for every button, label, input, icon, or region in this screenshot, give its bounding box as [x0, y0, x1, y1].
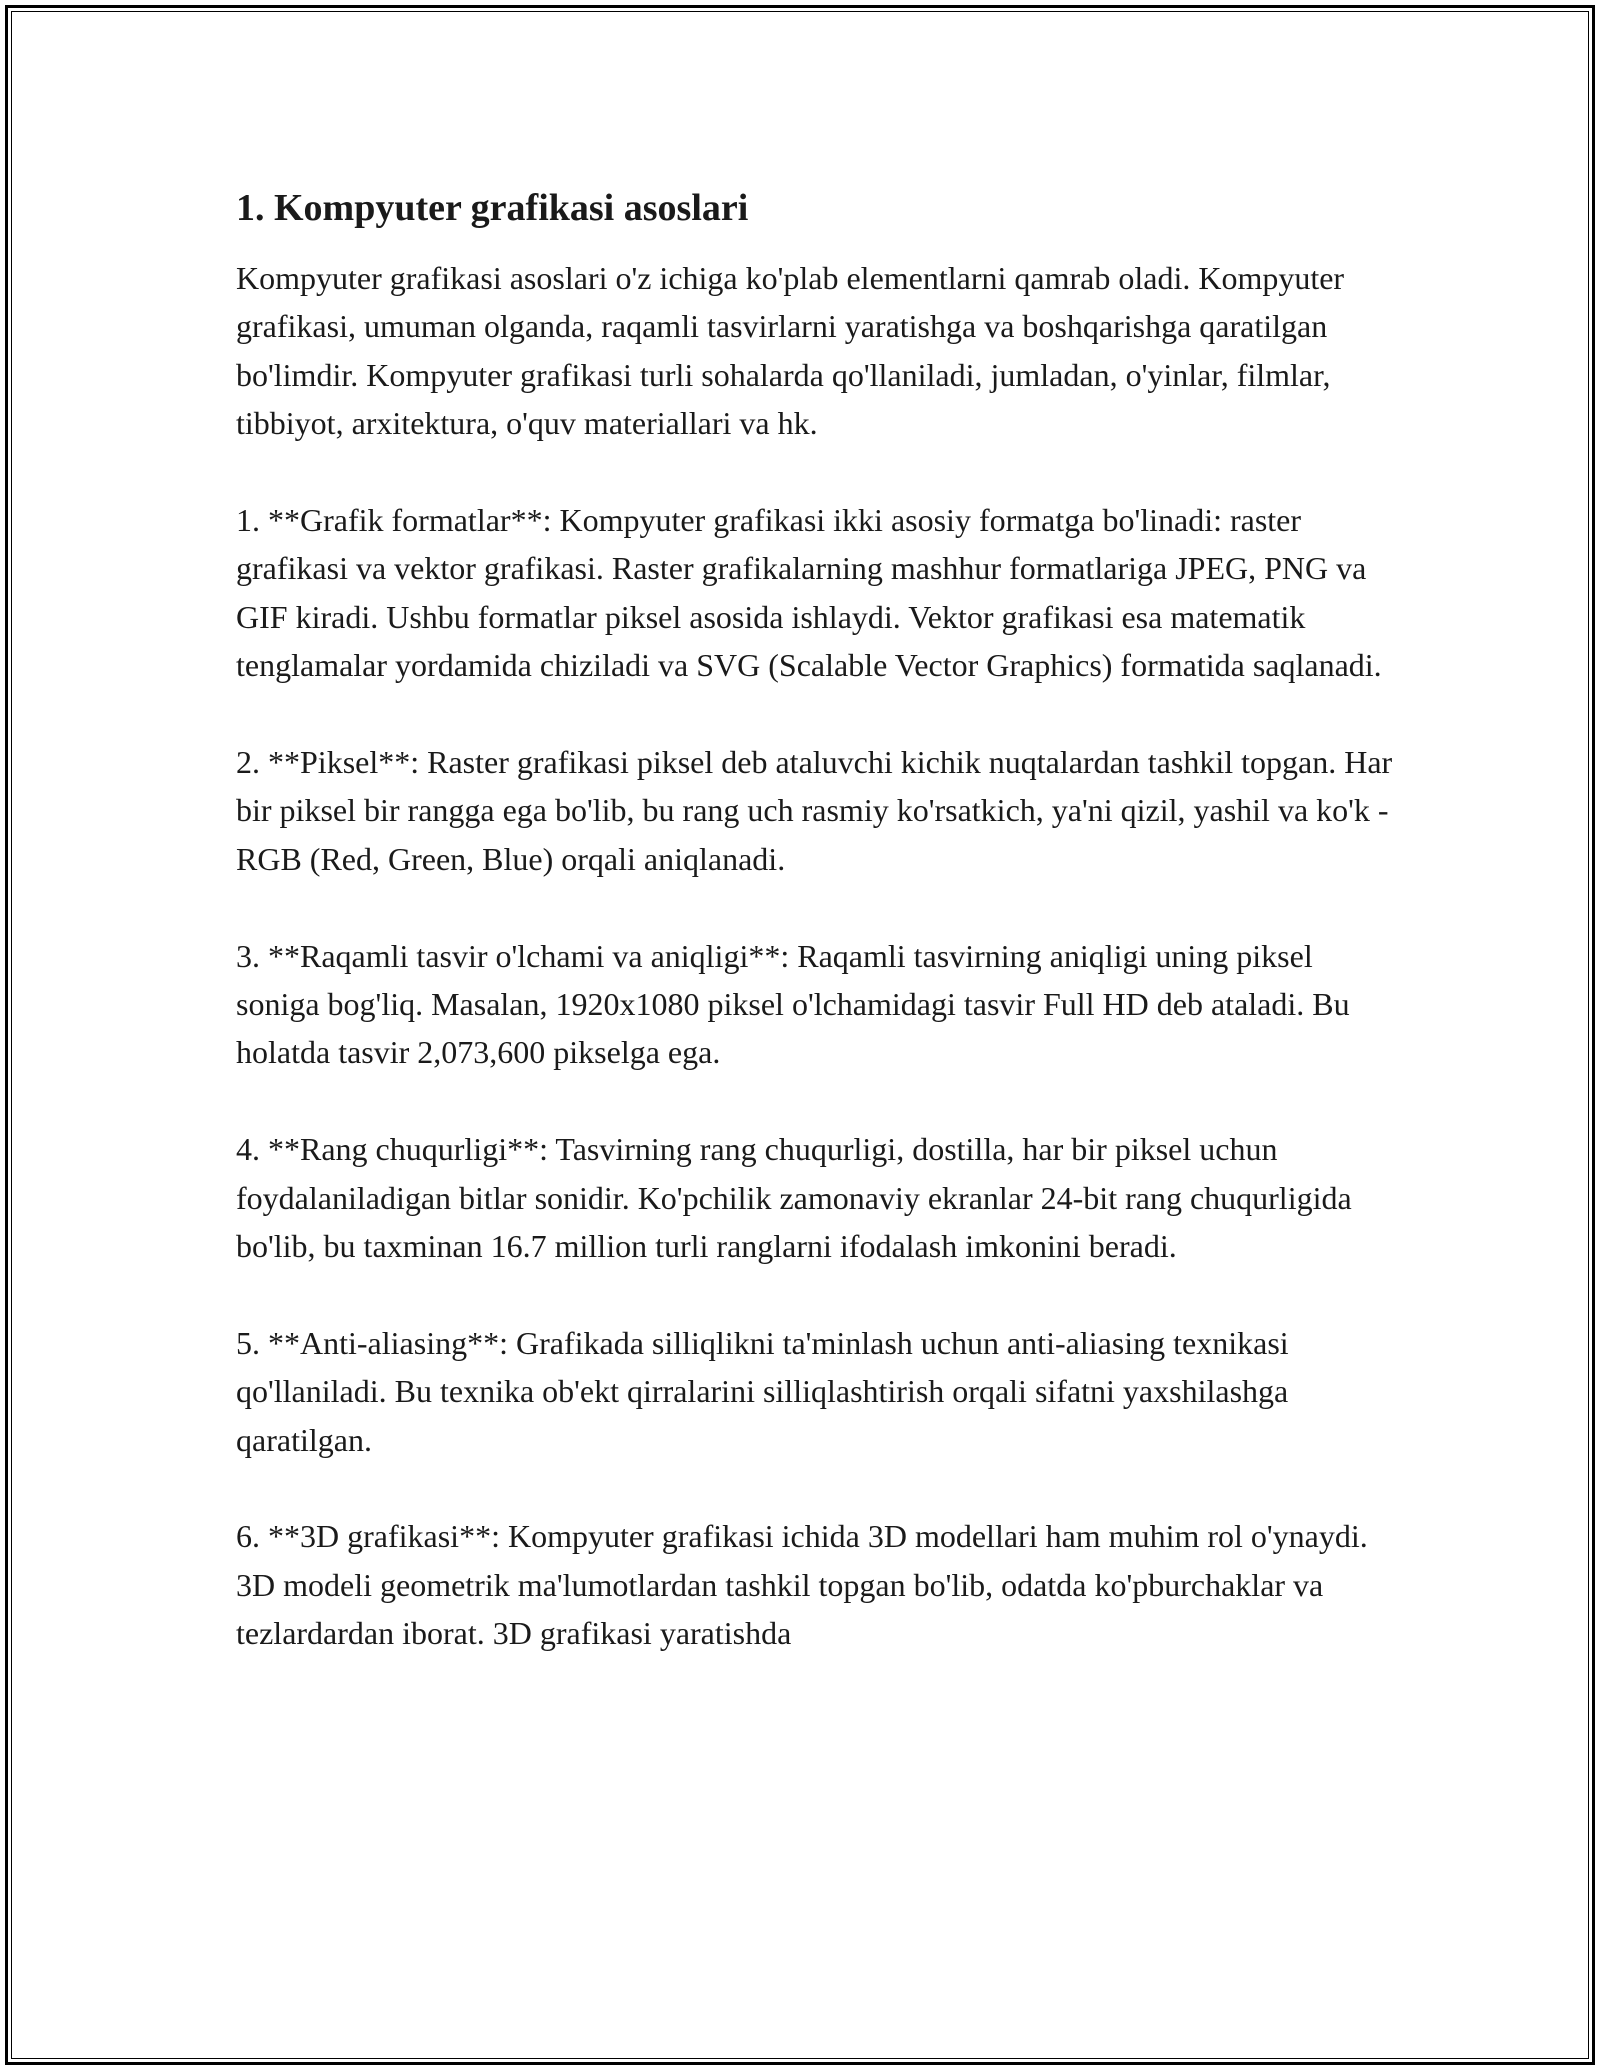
section-rang-chuqurligi: 4. **Rang chuqurligi**: Tasvirning rang chuqurligi, dostilla, har bir piksel uchun foydalaniladigan bitlar sonidir. Ko'pchilik zamonaviy ekranlar 24-bit rang chuqurligida bo'lib, bu taxminan 16.7 million turli ranglarni ifodalash imkonini beradi. — [236, 1131, 1352, 1265]
section-3d-grafikasi: 6. **3D grafikasi**: Kompyuter grafikasi ichida 3D modellari ham muhim rol o'ynaydi. 3D modeli geometrik ma'lumotlardan tashkil topgan bo'lib, odatda ko'pburchaklar va tezlardardan iborat. 3D grafikasi yaratishda — [236, 1518, 1368, 1652]
section-raqamli-tasvir: 3. **Raqamli tasvir o'lchami va aniqligi**: Raqamli tasvirning aniqligi uning piksel soniga bog'liq. Masalan, 1920x1080 piksel o'lchamidagi tasvir Full HD deb ataladi. Bu holatda tasvir 2,073,600 pikselga ega. — [236, 937, 1350, 1071]
document-title: 1. Kompyuter grafikasi asoslari — [236, 187, 749, 229]
section-grafik-formatlar: 1. **Grafik formatlar**: Kompyuter grafikasi ikki asosiy formatga bo'linadi: raster grafikasi va vektor grafikasi. Raster grafikalarning mashhur formatlariga JPEG, PNG va GIF kiradi. Ushbu formatlar piksel asosida ishlaydi. Vektor grafikasi esa matematik tenglamalar yordamida chiziladi va SVG (Scalable Vector Graphics) formatida saqlanadi. — [236, 502, 1382, 684]
document-body — [236, 184, 1396, 1658]
intro-paragraph: Kompyuter grafikasi asoslari o'z ichiga ko'plab elementlarni qamrab oladi. Kompyuter grafikasi, umuman olganda, raqamli tasvirlarni yaratishga va boshqarishga qaratilgan bo'limdir. Kompyuter grafikasi turli sohalarda qo'llaniladi, jumladan, o'yinlar, filmlar, tibbiyot, arxitektura, o'quv materiallari va hk. — [236, 260, 1345, 442]
section-piksel: 2. **Piksel**: Raster grafikasi piksel deb ataluvchi kichik nuqtalardan tashkil topgan. Har bir piksel bir rangga ega bo'lib, bu rang uch rasmiy ko'rsatkich, ya'ni qizil, yashil va ko'k - RGB (Red, Green, Blue) orqali aniqlanadi. — [236, 744, 1393, 877]
section-anti-aliasing: 5. **Anti-aliasing**: Grafikada silliqlikni ta'minlash uchun anti-aliasing texnikasi qo'llaniladi. Bu texnika ob'ekt qirralarini silliqlashtirish orqali sifatni yaxshilashga qaratilgan. — [236, 1324, 1289, 1458]
